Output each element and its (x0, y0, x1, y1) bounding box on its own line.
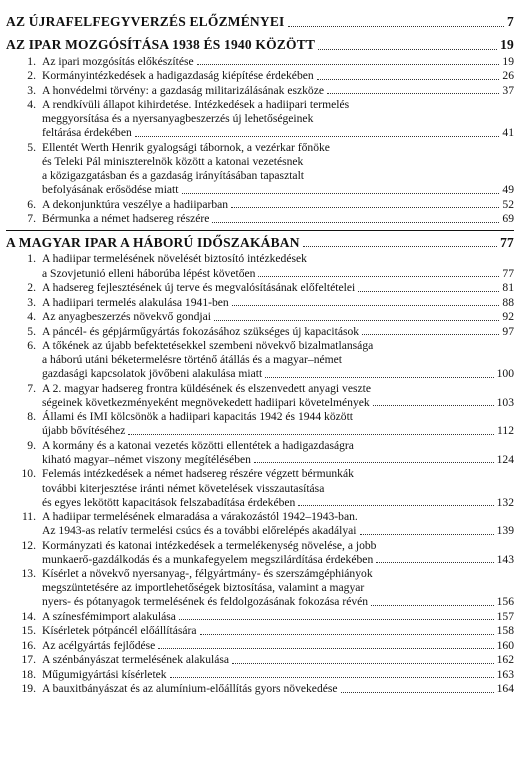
entry-text-line: gazdasági kapcsolatok jövőbeni alakulása miatt (42, 367, 263, 381)
entry-text-line: Kormányintézkedések a hadigazdaság kiépítése érdekében (42, 69, 314, 83)
entry-page-number: 92 (502, 310, 514, 324)
entry-last-line (42, 198, 514, 212)
entry-page-number: 158 (496, 624, 514, 638)
entry-last-line (42, 126, 514, 140)
entry-text-line: a háború utáni béketermelésre történő átállás és a magyar–német (42, 353, 343, 367)
entry-body (42, 252, 514, 281)
entry-last-line (42, 367, 514, 381)
dot-leader (376, 562, 493, 563)
toc-entry (6, 610, 514, 624)
dot-leader (318, 49, 497, 50)
dot-leader (231, 207, 499, 208)
entry-page-number: 49 (502, 183, 514, 197)
entry-last-line (42, 424, 514, 438)
entry-text-line: A honvédelmi törvény: a gazdaság militarizálásának eszköze (42, 83, 325, 97)
dot-leader (135, 136, 500, 137)
entry-number: 14. (21, 609, 36, 623)
entry-body (42, 410, 514, 439)
toc-entry (6, 296, 514, 310)
entry-last-line (42, 212, 514, 226)
entry-page-number: 97 (502, 324, 514, 338)
entry-body (42, 539, 514, 568)
entry-page-number: 132 (496, 495, 514, 509)
toc-entry (6, 539, 514, 568)
toc-entry (6, 98, 514, 141)
entry-body (42, 439, 514, 468)
entry-number: 4. (27, 310, 36, 324)
entry-last-line (42, 624, 514, 638)
entry-text-line: és Teleki Pál miniszterelnök között a katonai vezetésnek (42, 154, 304, 168)
entry-number: 17. (21, 653, 36, 667)
dot-leader (212, 222, 499, 223)
entry-number: 11. (21, 510, 36, 524)
section-page-number: 19 (500, 36, 514, 52)
entry-number: 2. (27, 281, 36, 295)
entry-text-line: A kormány és a katonai vezetés közötti ellentétek a hadigazdaságra (42, 438, 354, 452)
toc-entry (6, 682, 514, 696)
entry-page-number: 19 (502, 54, 514, 68)
entry-page-number: 81 (502, 281, 514, 295)
dot-leader (341, 692, 494, 693)
entry-last-line (42, 296, 514, 310)
entry-text-line: Az ipari mozgósítás előkészítése (42, 54, 194, 68)
entry-page-number: 26 (502, 69, 514, 83)
entry-body (42, 198, 514, 212)
entry-text-line: A hadiipar termelésének elmaradása a várakozástól 1942–1943-ban. (42, 510, 358, 524)
dot-leader (362, 334, 499, 335)
dot-leader (303, 246, 497, 247)
entry-page-number: 77 (502, 266, 514, 280)
entry-last-line (42, 610, 514, 624)
dot-leader (200, 634, 494, 635)
toc-entry (6, 567, 514, 610)
dot-leader (254, 462, 494, 463)
entry-page-number: 103 (496, 395, 514, 409)
toc-entry (6, 653, 514, 667)
entry-number: 3. (27, 83, 36, 97)
entry-text-line: Felemás intézkedések a német hadsereg részére végzett bérmunkák (42, 467, 354, 481)
entry-last-line (42, 267, 514, 281)
entry-last-line (42, 69, 514, 83)
dot-leader (170, 677, 494, 678)
entry-page-number: 100 (496, 367, 514, 381)
entry-body (42, 467, 514, 510)
entry-last-line (42, 639, 514, 653)
toc-entry (6, 382, 514, 411)
entry-number: 13. (21, 567, 36, 581)
toc-entry (6, 141, 514, 198)
entry-last-line (42, 595, 514, 609)
dot-leader (232, 663, 494, 664)
entry-text-line: Kísérletek pótpáncél előállítására (42, 624, 197, 638)
dot-leader (358, 291, 499, 292)
entry-text-line: kiható magyar–német viszony megítélésében (42, 452, 251, 466)
entry-page-number: 162 (496, 653, 514, 667)
entry-last-line (42, 55, 514, 69)
toc-entry (6, 339, 514, 382)
entry-last-line (42, 453, 514, 467)
entry-text-line: feltárása érdekében (42, 126, 132, 140)
entry-last-line (42, 668, 514, 682)
dot-leader (232, 305, 500, 306)
entry-text-line: Bérmunka a német hadsereg részére (42, 212, 210, 226)
dot-leader (214, 320, 499, 321)
entry-number: 3. (27, 295, 36, 309)
section-heading (6, 235, 514, 252)
dot-leader (298, 505, 493, 506)
toc-entry (6, 510, 514, 539)
entry-number: 15. (21, 624, 36, 638)
entry-page-number: 37 (502, 83, 514, 97)
dot-leader (371, 605, 494, 606)
entry-body (42, 682, 514, 696)
entry-page-number: 164 (496, 682, 514, 696)
entry-body (42, 98, 514, 141)
entry-body (42, 610, 514, 624)
toc-entry (6, 325, 514, 339)
entry-number: 18. (21, 667, 36, 681)
entry-page-number: 41 (502, 126, 514, 140)
section-divider (6, 230, 514, 231)
dot-leader (265, 377, 493, 378)
entry-body (42, 296, 514, 310)
entry-body (42, 639, 514, 653)
entry-body (42, 567, 514, 610)
entry-text-line: A tőkének az újabb befektetésekkel szembeni növekvő bizalmatlansága (42, 339, 374, 352)
entry-last-line (42, 396, 514, 410)
toc-entry (6, 212, 514, 226)
entry-page-number: 52 (502, 197, 514, 211)
entry-body (42, 84, 514, 98)
entry-page-number: 112 (497, 424, 514, 438)
entry-body (42, 69, 514, 83)
entry-text-line: A 2. magyar hadsereg frontra küldésének és elszenvedett anyagi veszte (42, 381, 372, 395)
entry-page-number: 163 (496, 667, 514, 681)
entry-text-line: munkaerő-gazdálkodás és a munkafegyelem megszilárdítása érdekében (42, 552, 374, 566)
entry-last-line (42, 310, 514, 324)
entry-page-number: 69 (502, 212, 514, 226)
toc-entry (6, 439, 514, 468)
dot-leader (179, 619, 494, 620)
dot-leader (360, 534, 494, 535)
toc-entry (6, 639, 514, 653)
entry-text-line: a Szovjetunió elleni háborúba lépést követően (42, 266, 256, 280)
entry-number: 19. (21, 682, 36, 696)
dot-leader (182, 193, 500, 194)
entry-text-line: újabb bővítéséhez (42, 424, 126, 438)
entry-body (42, 55, 514, 69)
toc-entry (6, 467, 514, 510)
entry-text-line: befolyásának erősödése miatt (42, 183, 179, 197)
entry-body (42, 382, 514, 411)
entry-text-line: Az 1943-as relatív termelési csúcs és a további előrelépés akadályai (42, 524, 357, 538)
entry-number: 12. (21, 538, 36, 552)
section-title: A MAGYAR IPAR A HÁBORÚ IDŐSZAKÁBAN (6, 234, 300, 250)
entry-body (42, 510, 514, 539)
toc-entry (6, 281, 514, 295)
entry-text-line: Műgumigyártási kísérletek (42, 667, 167, 681)
toc-entry (6, 55, 514, 69)
entry-number: 1. (27, 252, 36, 266)
entry-body (42, 653, 514, 667)
dot-leader (317, 79, 500, 80)
entry-text-line: további kiterjesztése iránti német követelések visszautasítása (42, 481, 325, 495)
dot-leader (158, 648, 493, 649)
section-heading (6, 37, 514, 54)
entry-last-line (42, 496, 514, 510)
toc-entry (6, 624, 514, 638)
entry-number: 6. (27, 339, 36, 352)
entry-last-line (42, 183, 514, 197)
entry-text-line: A hadiipari termelés alakulása 1941-ben (42, 295, 229, 309)
toc-entry (6, 84, 514, 98)
toc-entry (6, 410, 514, 439)
entry-number: 2. (27, 69, 36, 83)
dot-leader (258, 276, 499, 277)
entry-text-line: A szénbányászat termelésének alakulása (42, 653, 230, 667)
entry-text-line: Az anyagbeszerzés növekvő gondjai (42, 310, 212, 324)
entry-text-line: Kormányzati és katonai intézkedések a termelékenység növelése, a jobb (42, 538, 377, 552)
entry-number: 7. (27, 212, 36, 226)
entry-last-line (42, 682, 514, 696)
entry-text-line: A rendkívüli állapot kihirdetése. Intézkedések a hadiipari termelés (42, 98, 350, 112)
entry-body (42, 624, 514, 638)
entry-text-line: A bauxitbányászat és az alumínium-előállítás gyors növekedése (42, 682, 338, 696)
entry-text-line: Ellentét Werth Henrik gyalogsági tábornok, a vezérkar főnöke (42, 140, 330, 154)
entry-page-number: 160 (496, 638, 514, 652)
entry-text-line: és egyes lekötött kapacitások felszabadítása érdekében (42, 495, 296, 509)
entry-page-number: 124 (496, 452, 514, 466)
section-page-number: 77 (500, 234, 514, 250)
entry-page-number: 156 (496, 595, 514, 609)
section-title: AZ IPAR MOZGÓSÍTÁSA 1938 ÉS 1940 KÖZÖTT (6, 36, 316, 52)
entry-number: 7. (27, 381, 36, 395)
entry-page-number: 139 (496, 524, 514, 538)
toc-entry (6, 198, 514, 212)
entry-last-line (42, 84, 514, 98)
entry-page-number: 88 (502, 295, 514, 309)
entry-text-line: Az acélgyártás fejlődése (42, 638, 156, 652)
entry-text-line: a közigazgatásban és a gazdaság irányításában tapasztalt (42, 169, 305, 183)
entry-last-line (42, 553, 514, 567)
entry-body (42, 325, 514, 339)
entry-text-line: A hadsereg fejlesztésének új terve és megvalósításának előfeltételei (42, 281, 356, 295)
entry-body (42, 310, 514, 324)
entry-number: 5. (27, 140, 36, 154)
entry-body (42, 668, 514, 682)
entry-body (42, 141, 514, 198)
section-heading (6, 14, 514, 31)
entry-number: 5. (27, 324, 36, 338)
entry-last-line (42, 325, 514, 339)
entry-text-line: Kísérlet a növekvő nyersanyag-, félgyártmány- és szerszámgéphiányok (42, 567, 373, 581)
entry-body (42, 212, 514, 226)
entry-number: 16. (21, 638, 36, 652)
entry-number: 4. (27, 98, 36, 112)
entry-text-line: A dekonjunktúra veszélye a hadiiparban (42, 197, 229, 211)
dot-leader (197, 64, 500, 65)
section-title: AZ ÚJRAFELFEGYVERZÉS ELŐZMÉNYEI (6, 14, 285, 29)
entry-last-line (42, 653, 514, 667)
entry-text-line: meggyorsítása és a nyersanyagbeszerzés új lehetőségeinek (42, 112, 314, 126)
toc-entry (6, 668, 514, 682)
entry-text-line: A hadiipar termelésének növelését biztosító intézkedések (42, 252, 307, 266)
entry-page-number: 143 (496, 552, 514, 566)
entry-number: 10. (21, 467, 36, 481)
entry-text-line: megszüntetésére az importlehetőségek biztosítása, valamint a magyar (42, 581, 365, 595)
section-page-number: 7 (507, 14, 514, 29)
toc-entry (6, 310, 514, 324)
entry-last-line (42, 524, 514, 538)
toc-entry (6, 252, 514, 281)
toc-entry (6, 69, 514, 83)
dot-leader (128, 434, 494, 435)
dot-leader (288, 26, 505, 27)
entry-number: 1. (27, 54, 36, 68)
entry-number: 9. (27, 438, 36, 452)
entry-text-line: Állami és IMI kölcsönök a hadiipari kapacitás 1942 és 1944 között (42, 410, 354, 424)
entry-text-line: nyers- és pótanyagok termelésének és feldolgozásának fokozása révén (42, 595, 369, 609)
entry-last-line (42, 281, 514, 295)
entry-number: 8. (27, 410, 36, 424)
entry-body (42, 281, 514, 295)
entry-text-line: A páncél- és gépjárműgyártás fokozásához szükséges új kapacitások (42, 324, 360, 338)
entry-page-number: 157 (496, 609, 514, 623)
dot-leader (373, 405, 494, 406)
entry-number: 6. (27, 197, 36, 211)
dot-leader (327, 93, 499, 94)
entry-body (42, 339, 514, 382)
entry-text-line: ségeinek következményeként megnövekedett hadiipari követelmények (42, 395, 370, 409)
entry-text-line: A színesfémimport alakulása (42, 609, 176, 623)
